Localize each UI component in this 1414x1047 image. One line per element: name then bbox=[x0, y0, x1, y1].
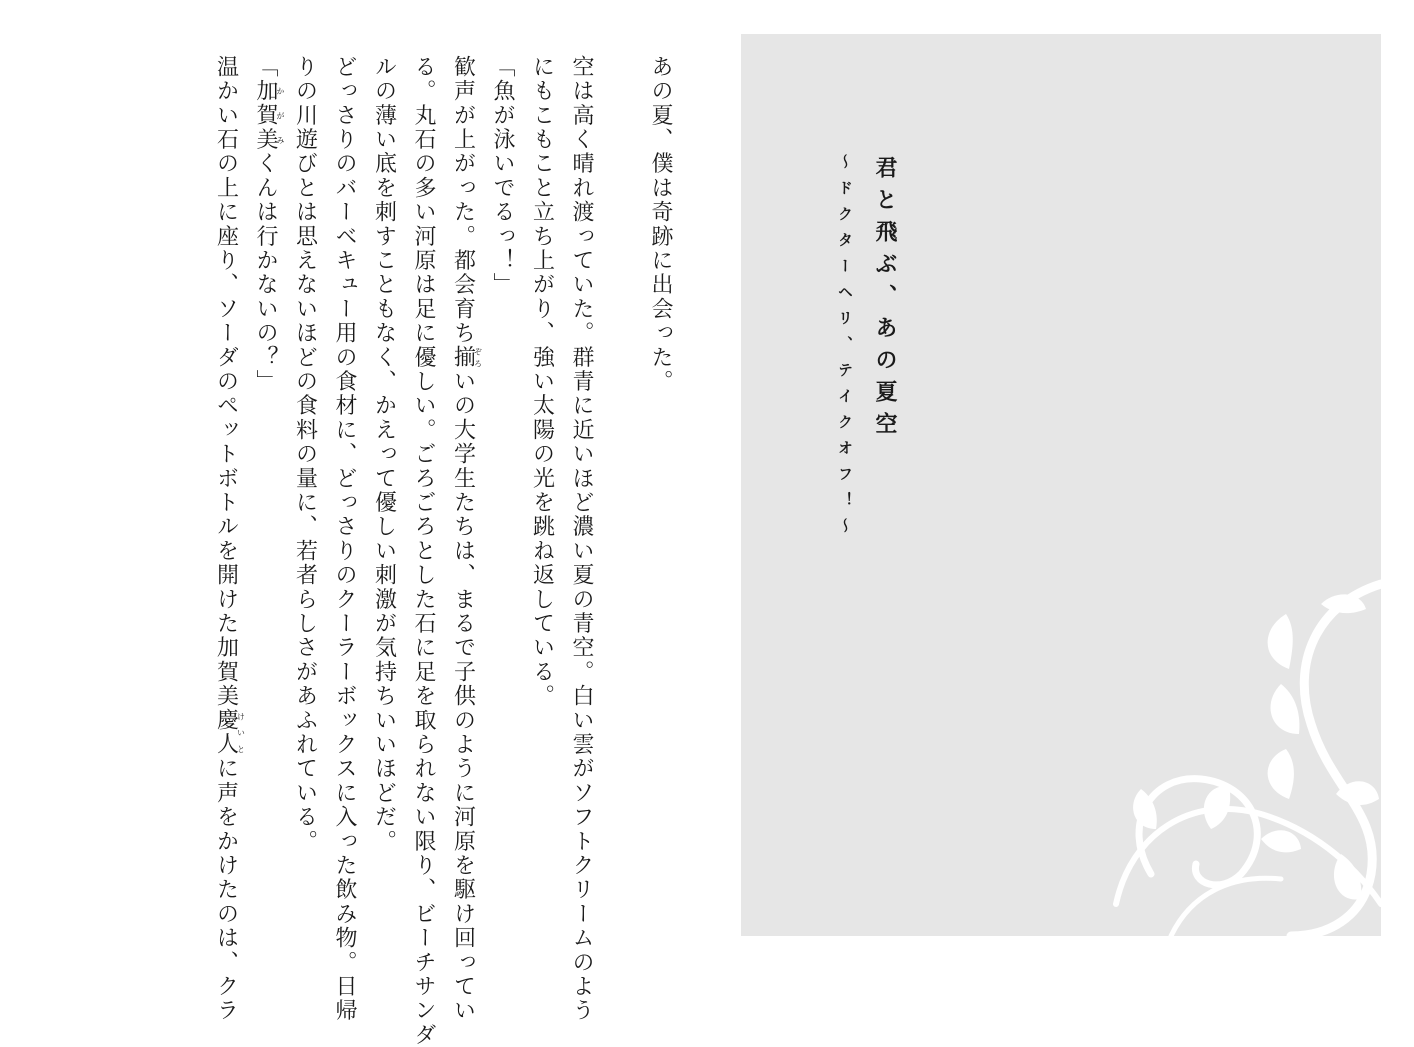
text-line bbox=[364, 55, 404, 965]
text-line bbox=[404, 55, 444, 1047]
ruby-reading: かがみ bbox=[276, 79, 285, 152]
text-line bbox=[641, 55, 681, 965]
ruby-base: 慶人 bbox=[213, 708, 239, 757]
text-run: ルの薄い底を刺すこともなく、かえって優しい刺激が気持ちいいほどだ。 bbox=[371, 55, 397, 854]
text-line bbox=[483, 55, 523, 965]
ruby-annotation bbox=[450, 345, 483, 370]
text-run: 温かい石の上に座り、ソーダのペットボトルを開けた加賀美 bbox=[213, 55, 239, 709]
ruby-reading: けいと bbox=[236, 708, 246, 757]
text-run: くんは行かないの？」 bbox=[253, 151, 278, 394]
text-line bbox=[246, 55, 286, 965]
text-line bbox=[206, 55, 246, 1024]
text-run: る。丸石の多い河原は足に優しい。ごろごろとした石に足を取られない限り、ビーチサンダ bbox=[411, 55, 436, 1047]
text-line bbox=[285, 55, 325, 965]
book-subtitle: 〜ドクターヘリ、テイクオフ！〜 bbox=[836, 154, 854, 544]
floral-ornament-icon bbox=[1111, 574, 1381, 936]
text-run: いの大学生たちは、まるで子供のように河原を駆け回ってい bbox=[450, 369, 476, 1024]
text-run: に声をかけたのは、クラ bbox=[213, 756, 239, 1024]
text-run: 空は高く晴れ渡っていた。群青に近いほど濃い夏の青空。白い雲がソフトクリームのよう bbox=[569, 55, 594, 1023]
ruby-base: 加賀美 bbox=[253, 79, 278, 152]
title-block bbox=[741, 154, 1381, 624]
body-text-page bbox=[40, 40, 680, 1047]
text-run: どっさりのバーベキュー用の食材に、どっさりのクーラーボックスに入った飲み物。日帰 bbox=[332, 55, 357, 1023]
ruby-base: 揃 bbox=[450, 345, 476, 370]
text-line bbox=[325, 55, 365, 1023]
text-line bbox=[562, 55, 602, 1023]
ruby-annotation bbox=[253, 79, 285, 152]
text-run: りの川遊びとは思えないほどの食料の量に、若者らしさがあふれている。 bbox=[292, 55, 318, 854]
vertical-body-text bbox=[120, 55, 680, 1047]
text-run: あの夏、僕は奇跡に出会った。 bbox=[648, 55, 673, 394]
book-title: 君と飛ぶ、あの夏空 bbox=[872, 156, 897, 444]
ruby-reading: ぞろ bbox=[473, 345, 483, 370]
text-run: にもこもこと立ち上がり、強い太陽の光を跳ね返している。 bbox=[529, 55, 555, 709]
text-line bbox=[522, 55, 562, 965]
blank-line bbox=[601, 55, 641, 965]
text-run: 歓声が上がった。都会育ち bbox=[450, 55, 476, 346]
title-panel bbox=[741, 34, 1381, 936]
text-line bbox=[443, 55, 483, 1024]
text-run: 「魚が泳いでるっ！」 bbox=[490, 55, 515, 297]
text-run: 「 bbox=[253, 55, 278, 80]
ruby-annotation bbox=[213, 708, 246, 757]
